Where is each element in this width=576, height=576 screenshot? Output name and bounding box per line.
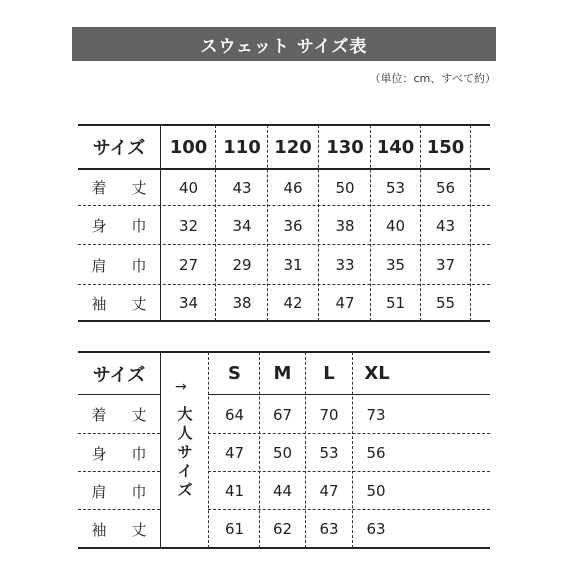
row-divider xyxy=(78,509,160,510)
vertical-note-char: イ xyxy=(177,462,193,480)
row-divider xyxy=(78,244,490,245)
table-cell: 63 xyxy=(366,520,386,538)
table-cell: 40 xyxy=(385,216,406,235)
table-cell: 42 xyxy=(283,294,303,312)
row-divider xyxy=(78,471,160,472)
size-header-label: サイズ xyxy=(92,138,146,159)
adult-size-vertical-note xyxy=(176,405,194,500)
table-cell: 35 xyxy=(385,256,406,274)
table-cell: 38 xyxy=(232,294,252,312)
row-label-char: 肩 xyxy=(91,256,107,275)
column-divider xyxy=(470,125,471,321)
row-divider xyxy=(208,433,490,434)
table-cell: 41 xyxy=(224,482,245,500)
row-label-char: 袖 xyxy=(91,294,107,313)
table-cell: 51 xyxy=(385,294,406,312)
vertical-note-char: 人 xyxy=(177,424,193,442)
table-bottom-border xyxy=(78,547,490,549)
table-cell: 33 xyxy=(335,256,355,274)
size-header-cell: 110 xyxy=(223,136,261,158)
header-bottom-border xyxy=(208,394,490,395)
row-divider xyxy=(78,284,490,285)
size-header-cell: 130 xyxy=(326,136,364,158)
size-header-cell: 140 xyxy=(376,136,415,158)
row-label-char: 巾 xyxy=(131,217,147,235)
table-cell: 47 xyxy=(224,444,245,462)
vertical-note-char: サ xyxy=(177,443,193,461)
table-cell: 56 xyxy=(435,178,456,197)
row-label-char: 丈 xyxy=(131,294,147,313)
size-header-cell: M xyxy=(273,363,292,384)
row-label-char: 丈 xyxy=(131,520,147,539)
table-cell: 32 xyxy=(178,216,199,235)
table-cell: 36 xyxy=(283,216,303,235)
row-divider xyxy=(208,471,490,472)
table-cell: 44 xyxy=(272,482,293,500)
row-label-char: 丈 xyxy=(131,406,147,424)
size-header-cell: L xyxy=(323,363,335,384)
table-cell: 43 xyxy=(435,216,456,235)
table-cell: 55 xyxy=(435,294,456,312)
row-divider xyxy=(78,205,490,206)
row-label-char: 巾 xyxy=(131,256,147,275)
row-label-char: 肩 xyxy=(91,482,107,501)
table-cell: 70 xyxy=(319,405,339,424)
column-divider xyxy=(318,125,319,321)
table-cell: 50 xyxy=(366,482,386,500)
row-divider xyxy=(208,509,490,510)
label-column-divider xyxy=(160,125,161,321)
size-header-cell: XL xyxy=(364,363,390,384)
column-divider xyxy=(208,352,209,548)
table-cell: 53 xyxy=(385,178,406,197)
row-label-char: 袖 xyxy=(91,520,107,539)
column-divider xyxy=(215,125,216,321)
table-cell: 29 xyxy=(232,256,252,274)
row-label-char: 身 xyxy=(91,444,107,463)
table-cell: 61 xyxy=(224,520,245,538)
row-label-char: 丈 xyxy=(131,179,147,197)
table-cell: 40 xyxy=(178,178,199,197)
table-cell: 56 xyxy=(366,444,386,462)
table-cell: 47 xyxy=(335,294,355,312)
size-header-cell: S xyxy=(228,363,241,384)
page-title: スウェット サイズ表 xyxy=(72,27,496,61)
table-cell: 34 xyxy=(232,216,252,235)
row-label-char: 巾 xyxy=(131,482,147,501)
unit-note: （単位：cm、すべて約） xyxy=(369,72,496,85)
table-cell: 27 xyxy=(178,256,199,274)
vertical-note-char: 大 xyxy=(177,405,193,423)
size-header-label: サイズ xyxy=(92,364,146,386)
row-divider xyxy=(78,433,160,434)
table-cell: 64 xyxy=(224,405,245,424)
label-column-divider xyxy=(160,352,161,548)
size-header-cell: 100 xyxy=(169,136,208,158)
size-header-cell: 150 xyxy=(426,136,465,158)
header-bottom-border xyxy=(78,394,160,395)
table-bottom-border xyxy=(78,320,490,322)
row-label-char: 身 xyxy=(91,217,107,235)
table-cell: 53 xyxy=(319,444,339,462)
table-cell: 31 xyxy=(283,256,303,274)
table-cell: 46 xyxy=(283,178,303,197)
table-cell: 67 xyxy=(272,405,293,424)
table-cell: 50 xyxy=(272,444,293,462)
table-cell: 43 xyxy=(232,178,252,197)
table-cell: 63 xyxy=(319,520,339,538)
row-label-char: 巾 xyxy=(131,444,147,463)
row-label-char: 着 xyxy=(91,179,107,197)
table-cell: 73 xyxy=(366,405,386,424)
table-cell: 38 xyxy=(335,216,355,235)
table-cell: 34 xyxy=(178,294,199,312)
vertical-note-char: ズ xyxy=(177,481,193,499)
size-header-cell: 120 xyxy=(274,136,312,158)
row-label-char: 着 xyxy=(91,406,107,424)
table-cell: 62 xyxy=(272,520,293,538)
table-cell: 47 xyxy=(319,482,339,500)
right-arrow-icon: → xyxy=(175,379,187,395)
table-cell: 37 xyxy=(435,256,456,274)
table-cell: 50 xyxy=(335,178,355,197)
